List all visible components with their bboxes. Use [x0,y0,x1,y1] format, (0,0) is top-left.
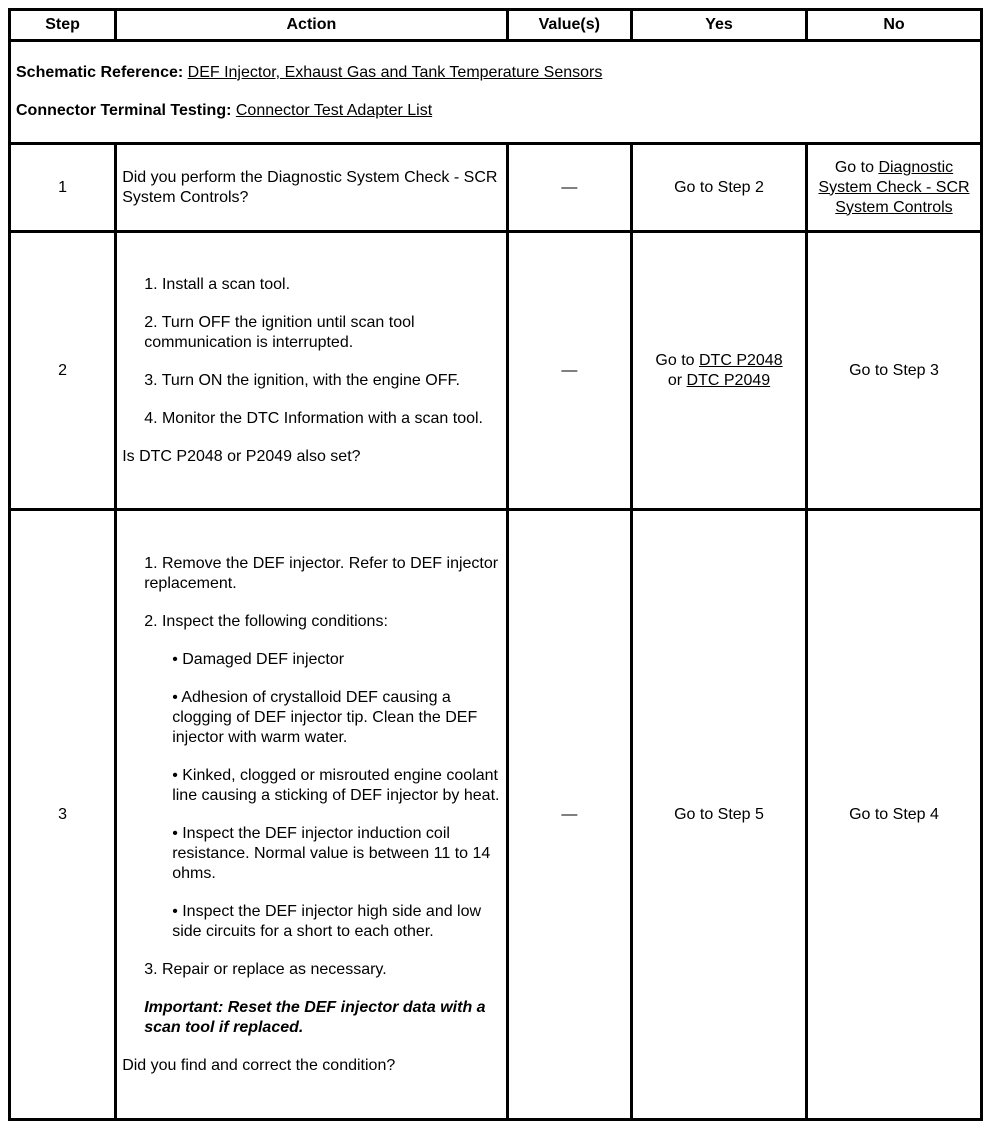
connector-testing-link[interactable]: Connector Test Adapter List [235,102,433,119]
value-cell: — [507,144,631,232]
yes-cell [632,232,807,510]
no-cell [806,144,981,232]
step-number: 3 [10,510,116,1120]
condition-item: • Inspect the DEF injector high side and low side circuits for a short to each other. [172,902,482,940]
value-cell: — [507,510,631,1120]
table-row-step-2 [10,232,982,510]
action-step-item: 3. Repair or replace as necessary. [144,960,387,978]
no-cell: Go to Step 3 [806,232,981,510]
action-cell [116,232,507,510]
schematic-reference-label: Schematic Reference: [16,64,184,81]
step-number: 2 [10,232,116,510]
connector-testing-label: Connector Terminal Testing: [16,102,232,119]
step-question: Did you find and correct the condition? [122,1056,396,1074]
diagnostic-system-check-link[interactable]: Diagnostic System Check - SCR System Controls [818,158,970,216]
action-cell [116,510,507,1120]
action-step-item: 3. Turn ON the ignition, with the engine OFF. [144,371,460,389]
value-cell: — [507,232,631,510]
step-number: 1 [10,144,116,232]
table-row-step-3 [10,510,982,1120]
yes-prefix: Go to [655,351,695,369]
step-question: Did you perform the Diagnostic System Check - SCR System Controls? [122,168,498,206]
action-step-item: 2. Inspect the following conditions: [144,612,388,630]
schematic-reference-link[interactable]: DEF Injector, Exhaust Gas and Tank Temperature Sensors [187,64,603,81]
condition-item: • Adhesion of crystalloid DEF causing a clogging of DEF injector tip. Clean the DEF injector with warm water. [172,688,478,746]
yes-cell: Go to Step 5 [632,510,807,1120]
diagnostic-table [8,8,983,1121]
header-values: Value(s) [507,10,631,41]
no-prefix: Go to [834,158,874,176]
action-step-item: 1. Install a scan tool. [144,275,291,293]
action-step-item: 1. Remove the DEF injector. Refer to DEF injector replacement. [144,554,499,592]
reference-row [10,41,982,144]
header-row [10,10,982,41]
action-cell [116,144,507,232]
condition-item: • Damaged DEF injector [172,650,345,668]
connector-testing [16,101,975,121]
no-cell: Go to Step 4 [806,510,981,1120]
action-step-item: 2. Turn OFF the ignition until scan tool communication is interrupted. [144,313,415,351]
reference-cell [10,41,982,144]
header-action: Action [116,10,507,41]
action-step-item: 4. Monitor the DTC Information with a scan tool. [144,409,483,427]
dtc-p2049-link[interactable]: DTC P2049 [686,371,771,389]
condition-item: • Kinked, clogged or misrouted engine coolant line causing a sticking of DEF injector by heat. [172,766,500,804]
schematic-reference [16,63,975,83]
dtc-p2048-link[interactable]: DTC P2048 [699,351,783,369]
header-yes: Yes [632,10,807,41]
table-row-step-1 [10,144,982,232]
condition-item: • Inspect the DEF injector induction coil resistance. Normal value is between 11 to 14 ohms. [172,824,491,882]
yes-cell: Go to Step 2 [632,144,807,232]
header-no: No [806,10,981,41]
step-question: Is DTC P2048 or P2049 also set? [122,447,361,465]
header-step: Step [10,10,116,41]
yes-or: or [667,371,683,389]
important-note: Important: Reset the DEF injector data with a scan tool if replaced. [144,998,486,1036]
